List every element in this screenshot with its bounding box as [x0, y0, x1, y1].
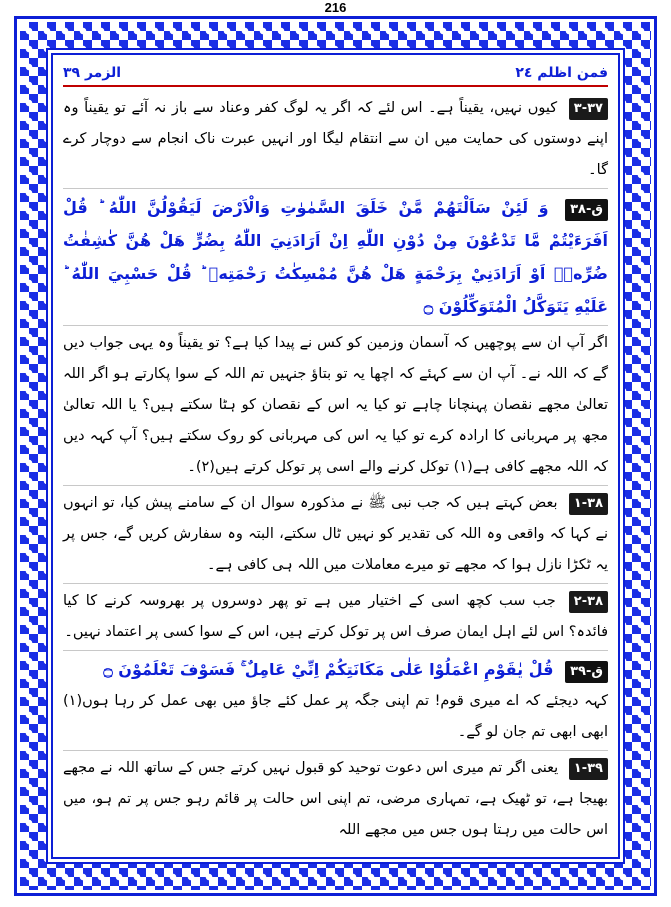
commentary-text: بعض کہتے ہیں کہ جب نبی ﷺ نے مذکورہ سوال ان کے سامنے پیش کیا، تو انہوں نے کہا کہ واقعی وہ اللہ کی تقدیر کو نہیں ٹال سکتے، البتہ وہ سفارش کریں گے، جس پر یہ ٹکڑا نازل ہوا کہ مجھے تو میرے معاملات میں اللہ ہی کافی ہے۔ — [63, 495, 608, 573]
paragraph — [63, 93, 608, 186]
divider — [63, 583, 608, 584]
page-content — [63, 61, 608, 851]
commentary-text: جب سب کچھ اسی کے اختیار میں ہے تو پھر دوسروں پر بھروسہ کرنے کا کیا فائدہ؟ اس لئے اہل ایمان صرف اس پر توکل کرتے ہیں، اس کے سوا کسی پر اعتماد نہیں۔ — [63, 593, 608, 640]
verse-label: ق-٣٨ — [565, 199, 608, 221]
header-juz-title: فمن اظلم ٢٤ — [515, 65, 608, 81]
arabic-verse-text: وَ لَئِنْ سَاَلْتَهُمْ مَّنْ خَلَقَ السَّمٰوٰتِ وَالْاَرْضَ لَيَقُوْلُنَّ اللّٰهُ ؕ قُلْ اَفَرَءَيْتُمْ مَّا تَدْعُوْنَ مِنْ دُوْنِ اللّٰهِ اِنْ اَرَادَنِيَ اللّٰهُ بِضُرٍّ هَلْ هُنَّ كٰشِفٰتُ ضُرِّهٖۤ اَوْ اَرَادَنِيْ بِرَحْمَةٍ هَلْ هُنَّ مُمْسِكٰتُ رَحْمَتِهٖ ؕ قُلْ حَسْبِيَ اللّٰهُ ؕ عَلَيْهِ يَتَوَكَّلُ الْمُتَوَكِّلُوْنَ ۝ — [63, 198, 608, 316]
commentary-text: یعنی اگر تم میری اس دعوت توحید کو قبول نہیں کرتے جس کے ساتھ اللہ نے مجھے بھیجا ہے، تو ٹھیک ہے، تمہاری مرضی، تم اپنی اس حالت پر قائم رہو جس پر تم ہو، میں اس حالت میں رہتا ہوں جس میں مجھے اللہ — [63, 760, 608, 838]
commentary — [63, 586, 608, 648]
translation-text: اگر آپ ان سے پوچھیں کہ آسمان وزمین کو کس نے پیدا کیا ہے؟ تو یقیناً وہ یہی جواب دیں گے کہ اللہ نے۔ آپ ان سے کہئے کہ اچھا یہ تو بتاؤ جنہیں تم اللہ کے سوا پکارتے ہو اگر اللہ تعالیٰ مجھے نقصان پہنچانا چاہے تو کیا یہ اس کے نقصان کو ہٹا سکتے ہیں؟ یا اللہ تعالیٰ مجھ پر مہربانی کا ارادہ کرے تو کیا یہ اس کی مہربانی کو روک سکتے ہیں؟ آپ کہہ دیں کہ اللہ مجھے کافی ہے(١) توکل کرنے والے اسی پر توکل کرتے ہیں(٢)۔ — [63, 335, 608, 475]
verse-label: ٣٩-١ — [569, 758, 608, 780]
arabic-verse-text: قُلْ يٰقَوْمِ اعْمَلُوْا عَلٰى مَكَانَتِكُمْ اِنِّيْ عَامِلٌ ۚ فَسَوْفَ تَعْلَمُوْنَ ۝ — [103, 660, 554, 679]
paragraph-text: کیوں نہیں، یقیناً ہے۔ اس لئے کہ اگر یہ لوگ کفر وعناد سے باز نہ آئے تو یقیناً وہ اپنے دوستوں کی حمایت میں ان سے انتقام لیگا اور انہیں عبرت ناک انجام سے دوچار کرے گا۔ — [63, 100, 608, 178]
divider — [63, 650, 608, 651]
commentary — [63, 488, 608, 581]
page-frame — [14, 16, 657, 896]
translation — [63, 686, 608, 748]
divider — [63, 188, 608, 189]
page-header — [63, 61, 608, 87]
divider — [63, 750, 608, 751]
page-number: 216 — [324, 0, 347, 15]
arabic-verse — [63, 191, 608, 323]
verse-label: ٣٨-١ — [569, 493, 608, 515]
divider — [63, 325, 608, 326]
divider — [63, 485, 608, 486]
commentary — [63, 753, 608, 846]
verse-label: ٣٨-٢ — [569, 591, 608, 613]
verse-label: ٣٧-٣ — [569, 98, 608, 120]
translation-text: کہہ دیجئے کہ اے میری قوم! تم اپنی جگہ پر عمل کئے جاؤ میں بھی عمل کر رہا ہوں(١) ابھی ابھی تم جان لو گے۔ — [63, 693, 608, 740]
text-panel — [51, 53, 620, 859]
arabic-verse — [63, 653, 608, 686]
translation — [63, 328, 608, 483]
header-surah-title: الزمر ٣٩ — [63, 65, 122, 81]
verse-label: ق-٣٩ — [565, 661, 608, 683]
